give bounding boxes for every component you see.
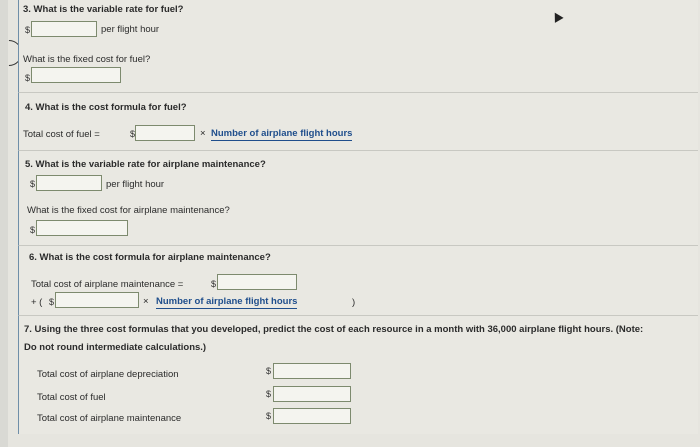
prediction-row-label: Total cost of airplane depreciation — [37, 369, 179, 380]
per-flight-hour-label: per flight hour — [101, 24, 160, 35]
currency-symbol: $ — [130, 129, 136, 139]
q4-label: 4. What is the cost formula for fuel? — [25, 102, 187, 113]
fuel-prediction-input[interactable] — [273, 386, 351, 402]
q6-block — [18, 245, 698, 316]
maintenance-formula-driver: Number of airplane flight hours — [156, 296, 298, 307]
currency-symbol: $ — [25, 73, 31, 83]
fuel-formula-lhs: Total cost of fuel = — [23, 129, 100, 140]
fuel-formula-rate-input[interactable] — [135, 125, 195, 141]
q3-block — [18, 0, 698, 45]
maintenance-formula-fixed-input[interactable] — [217, 274, 297, 290]
maintenance-fixed-cost-input[interactable] — [36, 220, 128, 236]
q5-fixed-label: What is the fixed cost for airplane maintenance? — [27, 205, 230, 216]
q3-fixed-block — [18, 45, 698, 92]
maintenance-formula-rate-input[interactable] — [55, 292, 139, 308]
per-flight-hour-label: per flight hour — [106, 179, 165, 190]
currency-symbol: $ — [266, 389, 272, 399]
maintenance-formula-lhs: Total cost of airplane maintenance = — [31, 279, 184, 290]
currency-symbol: $ — [25, 25, 31, 35]
q5-fixed-block — [18, 200, 698, 245]
close-paren: ) — [352, 297, 356, 308]
maintenance-prediction-input[interactable] — [273, 408, 351, 424]
currency-symbol: $ — [266, 366, 272, 376]
currency-symbol: $ — [266, 411, 272, 421]
q6-label: 6. What is the cost formula for airplane maintenance? — [29, 252, 271, 263]
prediction-row-label: Total cost of airplane maintenance — [37, 413, 182, 424]
currency-symbol: $ — [30, 225, 36, 235]
fuel-fixed-cost-input[interactable] — [31, 67, 121, 83]
q3-variable-label: 3. What is the variable rate for fuel? — [23, 4, 184, 15]
q5-variable-label: 5. What is the variable rate for airplane maintenance? — [25, 159, 266, 170]
prediction-row-label: Total cost of fuel — [37, 392, 106, 403]
question-sheet — [8, 0, 700, 447]
plus-paren: + ( — [31, 297, 43, 308]
currency-symbol: $ — [211, 279, 217, 289]
q3-fixed-label: What is the fixed cost for fuel? — [23, 54, 151, 65]
q5-block — [18, 150, 698, 201]
times-symbol: × — [143, 296, 149, 307]
currency-symbol: $ — [30, 179, 36, 189]
q4-block — [18, 92, 698, 151]
fuel-variable-rate-input[interactable] — [31, 21, 97, 37]
q7-label-note: Do not round intermediate calculations.) — [24, 342, 207, 353]
maintenance-variable-rate-input[interactable] — [36, 175, 102, 191]
q7-label: 7. Using the three cost formulas that you developed, predict the cost of each resource in a month with 36,000 airplane flight hours. (Note: — [24, 324, 644, 335]
q7-block — [18, 315, 698, 434]
times-symbol: × — [200, 128, 206, 139]
fuel-formula-driver: Number of airplane flight hours — [211, 128, 353, 139]
currency-symbol: $ — [49, 297, 55, 307]
depreciation-prediction-input[interactable] — [273, 363, 351, 379]
